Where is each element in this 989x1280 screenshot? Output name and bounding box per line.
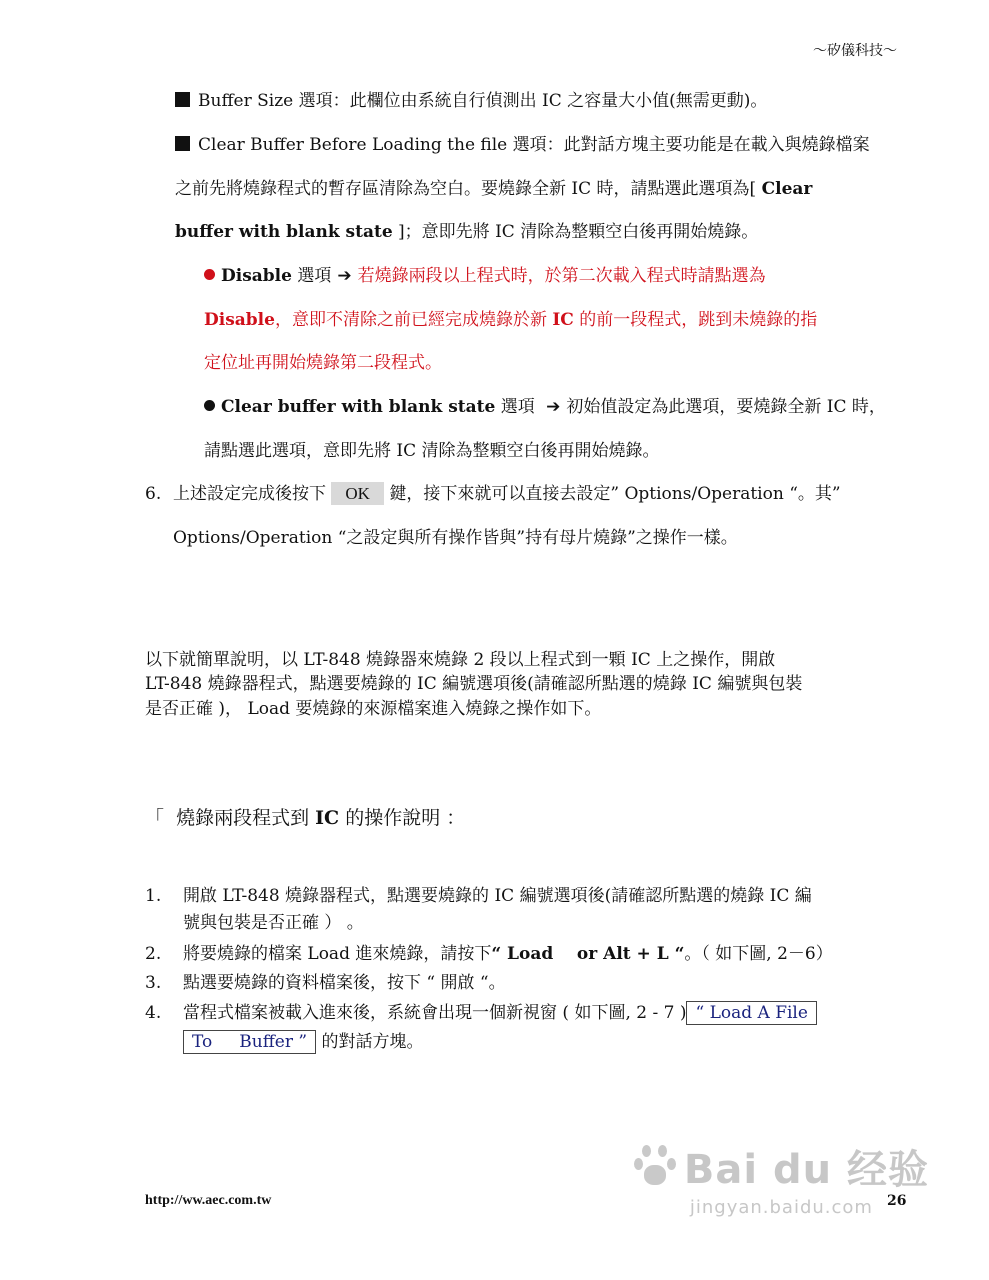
ok-button-label: OK <box>331 482 384 505</box>
arrow-right-icon: ➔ <box>337 266 352 286</box>
paw-icon <box>634 1145 678 1189</box>
step3-number: 3. <box>145 973 162 993</box>
disable-option-line2 <box>204 305 817 330</box>
watermark <box>634 1138 929 1218</box>
clear-buffer-line2 <box>175 174 812 199</box>
step2-post: 。（ 如下圖, 2－6） <box>684 944 833 964</box>
square-bullet-icon <box>175 92 190 107</box>
step4-post: 的對話方塊。 <box>316 1032 424 1052</box>
clear-buffer-text-2: 之前先將燒錄程式的暫存區清除為空白。要燒錄全新 IC 時，請點選此選項為[ <box>175 179 762 199</box>
intro-line2: LT-848 燒錄器程式，點選要燒錄的 IC 編號選項後(請確認所點選的燒錄 IC 編號與包裝 <box>145 674 803 694</box>
blank-desc-1: 初始值設定為此選項，要燒錄全新 IC 時， <box>566 397 886 417</box>
section-heading <box>145 803 465 830</box>
clear-buffer-line3 <box>175 217 758 242</box>
step6-number: 6. <box>145 484 162 504</box>
step6-post: 鍵，接下來就可以直接去設定” Options/Operation “。其” <box>389 484 841 504</box>
disable-desc-2b: 的前一段程式，跳到未燒錄的指 <box>573 310 818 330</box>
header-company: ～矽儀科技～ <box>813 43 897 59</box>
heading-text-a: 燒錄兩段程式到 <box>176 807 316 829</box>
disable-ic: IC <box>552 310 574 330</box>
disable-bold: Disable <box>204 310 275 330</box>
clear-bold: Clear <box>761 179 813 199</box>
step1-number: 1. <box>145 886 162 906</box>
buffer-size-paragraph <box>175 86 767 111</box>
disable-desc-1: 若燒錄兩段以上程式時，於第二次載入程式時請點選為 <box>357 266 766 286</box>
step4-number: 4. <box>145 1003 162 1023</box>
step2-number: 2. <box>145 944 162 964</box>
clear-buffer-text-1: Clear Buffer Before Loading the file 選項：此對話方塊主要功能是在載入與燒錄檔案 <box>198 135 870 155</box>
blank-suffix: 選項 <box>495 397 541 417</box>
step1-line1 <box>145 881 812 906</box>
blank-option-line2: 請點選此選項，意即先將 IC 清除為整顆空白後再開始燒錄。 <box>204 441 660 461</box>
clear-buffer-text-3: ]；意即先將 IC 清除為整顆空白後再開始燒錄。 <box>392 222 759 242</box>
blank-state-bold: buffer with blank state <box>175 222 393 242</box>
heading-text-b: 的操作說明 ： <box>339 807 466 829</box>
step3 <box>145 968 506 993</box>
load-file-box-1: “ Load A File <box>686 1001 816 1025</box>
footer-url: http://ww.aec.com.tw <box>145 1193 272 1208</box>
step4-line2 <box>183 1027 423 1052</box>
clear-buffer-line1 <box>175 130 870 155</box>
step2 <box>145 939 833 964</box>
step6-line2: Options/Operation “之設定與所有操作皆與”持有母片燒錄”之操作一樣。 <box>173 528 738 548</box>
buffer-size-text: Buffer Size 選項：此欄位由系統自行偵測出 IC 之容量大小值(無需更動)。 <box>198 91 768 111</box>
load-file-box-2: To Buffer ” <box>183 1030 316 1054</box>
square-bullet-icon <box>175 136 190 151</box>
step3-text: 點選要燒錄的資料檔案後，按下 “ 開啟 “。 <box>183 973 506 993</box>
heading-mark: 「 <box>145 807 165 829</box>
step6-line1 <box>145 479 841 504</box>
round-bullet-icon <box>204 269 215 280</box>
step1-line2: 號與包裝是否正確 ） 。 <box>183 913 364 933</box>
blank-label: Clear buffer with blank state <box>221 397 496 417</box>
disable-label: Disable <box>221 266 292 286</box>
heading-ic: IC <box>315 807 340 829</box>
step2-pre: 將要燒錄的檔案 Load 進來燒錄，請按下 <box>183 944 492 964</box>
round-bullet-icon <box>204 400 215 411</box>
disable-option-line3: 定位址再開始燒錄第二段程式。 <box>204 353 442 373</box>
step4-line1 <box>145 998 817 1023</box>
disable-desc-2a: ，意即不清除之前已經完成燒錄於新 <box>274 310 553 330</box>
watermark-logo <box>634 1138 929 1195</box>
disable-suffix: 選項 <box>291 266 332 286</box>
page-number: 26 <box>887 1193 907 1209</box>
disable-option-line1 <box>204 261 766 286</box>
step6-pre: 上述設定完成後按下 <box>173 484 326 504</box>
intro-line3: 是否正確 )， Load 要燒錄的來源檔案進入燒錄之操作如下。 <box>145 699 602 719</box>
watermark-url: jingyan.baidu.com <box>689 1197 873 1218</box>
arrow-right-icon: ➔ <box>546 397 561 417</box>
step4-pre: 當程式檔案被載入進來後，系統會出現一個新視窗 ( 如下圖, 2 - 7 ) <box>183 1003 687 1023</box>
watermark-logo-text: Bai du 经验 <box>683 1147 929 1193</box>
blank-option-line1 <box>204 392 886 417</box>
intro-line1: 以下就簡單說明，以 LT-848 燒錄器來燒錄 2 段以上程式到一顆 IC 上之操作，開啟 <box>145 650 776 670</box>
step1-text: 開啟 LT-848 燒錄器程式，點選要燒錄的 IC 編號選項後(請確認所點選的燒錄 IC 編 <box>183 886 812 906</box>
load-shortcut-bold: “ Load or Alt + L “ <box>491 944 685 964</box>
